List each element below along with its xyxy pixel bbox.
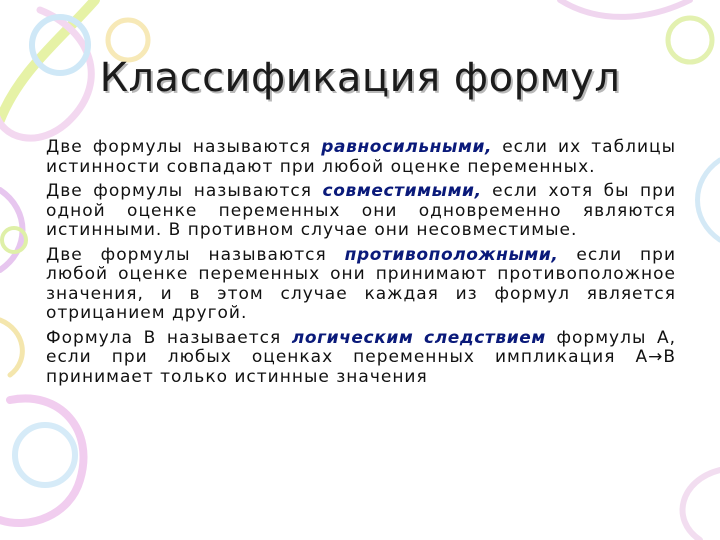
- definition-text: если хотя бы при одной оценке переменных они одновременно являются истинными. В противном случае они несовместимые.: [46, 181, 676, 240]
- defined-term: равносильными,: [321, 137, 493, 157]
- definition-text: Две формулы называются: [46, 244, 345, 265]
- defined-term: совместимыми,: [322, 181, 482, 201]
- definition-text: Две формулы называются: [46, 137, 322, 157]
- definition-text: если их таблицы истинности совпадают при любой оценке переменных.: [46, 137, 676, 177]
- definition-text: формулы А, если при любых оценках переменных импликация А→В принимает только истинные значения: [46, 327, 676, 387]
- slide-body: [46, 138, 676, 392]
- definition-opposite: [46, 246, 676, 324]
- definition-text: Формула В называется: [46, 327, 292, 348]
- definition-equivalent: [46, 138, 676, 177]
- definition-text: если при любой оценке переменных они принимают противоположное значения, и в этом случае каждая из формул является отрицанием другой.: [46, 244, 677, 323]
- defined-term: логическим следствием: [291, 327, 546, 348]
- slide-title: Классификация формул: [99, 55, 621, 101]
- definition-compatible: [46, 182, 676, 241]
- definition-consequence: [46, 329, 676, 388]
- defined-term: противоположными,: [344, 244, 559, 265]
- definition-text: Две формулы называются: [46, 181, 323, 201]
